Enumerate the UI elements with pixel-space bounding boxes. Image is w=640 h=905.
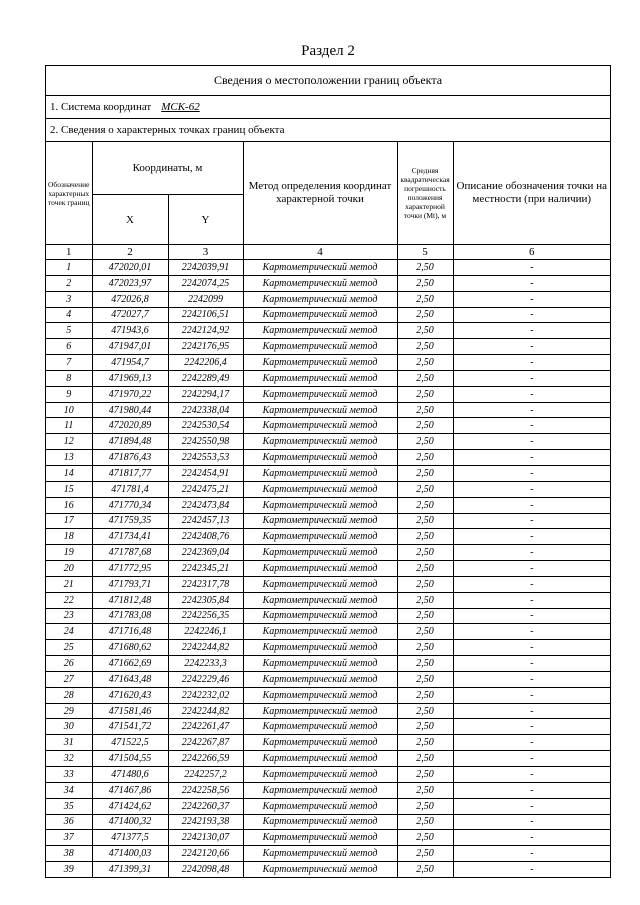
cell-point-number: 18: [46, 529, 92, 545]
cell-y: 2242098,48: [168, 862, 243, 877]
cell-x: 471377,5: [92, 830, 168, 846]
cell-point-number: 7: [46, 355, 92, 371]
cell-accuracy: 2,50: [397, 275, 453, 291]
cell-method: Картометрический метод: [243, 323, 397, 339]
cell-x: 471400,03: [92, 846, 168, 862]
cell-method: Картометрический метод: [243, 814, 397, 830]
cell-y: 2242244,82: [168, 640, 243, 656]
table-row: [46, 450, 610, 466]
cell-x: 471894,48: [92, 434, 168, 450]
cell-method: Картометрический метод: [243, 767, 397, 783]
cell-point-number: 16: [46, 497, 92, 513]
cell-y: 2242338,04: [168, 402, 243, 418]
cell-point-number: 23: [46, 608, 92, 624]
table-row: [46, 275, 610, 291]
cell-accuracy: 2,50: [397, 450, 453, 466]
cell-point-number: 14: [46, 465, 92, 481]
cell-method: Картометрический метод: [243, 545, 397, 561]
cell-accuracy: 2,50: [397, 386, 453, 402]
column-number: 4: [243, 245, 397, 260]
table-row: [46, 608, 610, 624]
cell-x: 472026,8: [92, 291, 168, 307]
cell-y: 2242120,66: [168, 846, 243, 862]
table-row: [46, 576, 610, 592]
cell-accuracy: 2,50: [397, 798, 453, 814]
cell-x: 471781,4: [92, 481, 168, 497]
cell-accuracy: 2,50: [397, 703, 453, 719]
coord-system-row: [46, 96, 610, 119]
cell-accuracy: 2,50: [397, 608, 453, 624]
cell-description: -: [453, 751, 610, 767]
cell-point-number: 2: [46, 275, 92, 291]
cell-accuracy: 2,50: [397, 735, 453, 751]
cell-method: Картометрический метод: [243, 624, 397, 640]
cell-method: Картометрический метод: [243, 307, 397, 323]
cell-y: 2242256,35: [168, 608, 243, 624]
cell-x: 471467,86: [92, 782, 168, 798]
cell-x: 471522,5: [92, 735, 168, 751]
cell-x: 472020,01: [92, 260, 168, 276]
points-table-body: [46, 260, 610, 877]
cell-x: 471400,32: [92, 814, 168, 830]
table-row: [46, 719, 610, 735]
cell-y: 2242266,59: [168, 751, 243, 767]
cell-x: 471734,41: [92, 529, 168, 545]
cell-point-number: 12: [46, 434, 92, 450]
cell-y: 2242039,91: [168, 260, 243, 276]
table-row: [46, 592, 610, 608]
cell-x: 471969,13: [92, 370, 168, 386]
cell-point-number: 13: [46, 450, 92, 466]
cell-method: Картометрический метод: [243, 260, 397, 276]
table-row: [46, 767, 610, 783]
cell-y: 2242550,98: [168, 434, 243, 450]
cell-x: 471716,48: [92, 624, 168, 640]
cell-accuracy: 2,50: [397, 862, 453, 877]
cell-accuracy: 2,50: [397, 323, 453, 339]
cell-x: 471759,35: [92, 513, 168, 529]
cell-accuracy: 2,50: [397, 592, 453, 608]
cell-point-number: 36: [46, 814, 92, 830]
column-number: 6: [453, 245, 610, 260]
cell-description: -: [453, 576, 610, 592]
points-table: [46, 142, 610, 877]
cell-method: Картометрический метод: [243, 830, 397, 846]
cell-method: Картометрический метод: [243, 735, 397, 751]
cell-description: -: [453, 386, 610, 402]
cell-x: 471581,46: [92, 703, 168, 719]
cell-point-number: 29: [46, 703, 92, 719]
cell-y: 2242553,53: [168, 450, 243, 466]
cell-point-number: 24: [46, 624, 92, 640]
cell-method: Картометрический метод: [243, 513, 397, 529]
table-row: [46, 323, 610, 339]
cell-description: -: [453, 434, 610, 450]
header-method: Метод определения координат характерной точки: [243, 142, 397, 245]
table-row: [46, 830, 610, 846]
cell-description: -: [453, 862, 610, 877]
cell-y: 2242369,04: [168, 545, 243, 561]
cell-description: -: [453, 687, 610, 703]
cell-x: 471772,95: [92, 561, 168, 577]
cell-method: Картометрический метод: [243, 846, 397, 862]
cell-y: 2242106,51: [168, 307, 243, 323]
cell-accuracy: 2,50: [397, 497, 453, 513]
cell-x: 471424,62: [92, 798, 168, 814]
table-row: [46, 703, 610, 719]
table-row: [46, 735, 610, 751]
cell-y: 2242124,92: [168, 323, 243, 339]
cell-x: 471876,43: [92, 450, 168, 466]
cell-description: -: [453, 545, 610, 561]
table-row: [46, 751, 610, 767]
header-description: Описание обозначения точки на местности (при наличии): [453, 142, 610, 245]
cell-method: Картометрический метод: [243, 275, 397, 291]
cell-description: -: [453, 513, 610, 529]
cell-accuracy: 2,50: [397, 751, 453, 767]
cell-point-number: 26: [46, 656, 92, 672]
cell-description: -: [453, 561, 610, 577]
table-row: [46, 545, 610, 561]
cell-method: Картометрический метод: [243, 450, 397, 466]
cell-accuracy: 2,50: [397, 576, 453, 592]
cell-accuracy: 2,50: [397, 814, 453, 830]
cell-x: 471793,71: [92, 576, 168, 592]
cell-description: -: [453, 830, 610, 846]
cell-x: 471504,55: [92, 751, 168, 767]
cell-y: 2242074,25: [168, 275, 243, 291]
cell-description: -: [453, 671, 610, 687]
cell-x: 471817,77: [92, 465, 168, 481]
cell-method: Картометрический метод: [243, 497, 397, 513]
column-number: 5: [397, 245, 453, 260]
cell-point-number: 33: [46, 767, 92, 783]
cell-accuracy: 2,50: [397, 830, 453, 846]
coord-system-value: МСК-62: [161, 101, 200, 113]
cell-method: Картометрический метод: [243, 592, 397, 608]
column-number: 3: [168, 245, 243, 260]
cell-description: -: [453, 339, 610, 355]
cell-x: 471643,48: [92, 671, 168, 687]
cell-point-number: 3: [46, 291, 92, 307]
cell-accuracy: 2,50: [397, 260, 453, 276]
cell-point-number: 22: [46, 592, 92, 608]
cell-y: 2242246,1: [168, 624, 243, 640]
cell-x: 471541,72: [92, 719, 168, 735]
cell-x: 471980,44: [92, 402, 168, 418]
cell-y: 2242305,84: [168, 592, 243, 608]
table-row: [46, 307, 610, 323]
cell-x: 471787,68: [92, 545, 168, 561]
column-number: 1: [46, 245, 92, 260]
cell-x: 471480,6: [92, 767, 168, 783]
cell-accuracy: 2,50: [397, 782, 453, 798]
cell-x: 471770,34: [92, 497, 168, 513]
cell-point-number: 1: [46, 260, 92, 276]
cell-x: 471399,31: [92, 862, 168, 877]
coord-system-label: 1. Система координат: [50, 101, 152, 113]
cell-description: -: [453, 450, 610, 466]
table-row: [46, 814, 610, 830]
cell-y: 2242206,4: [168, 355, 243, 371]
cell-description: -: [453, 703, 610, 719]
cell-point-number: 25: [46, 640, 92, 656]
cell-accuracy: 2,50: [397, 291, 453, 307]
cell-point-number: 6: [46, 339, 92, 355]
table-banner: Сведения о местоположении границ объекта: [46, 66, 610, 96]
cell-method: Картометрический метод: [243, 687, 397, 703]
table-row: [46, 798, 610, 814]
cell-accuracy: 2,50: [397, 624, 453, 640]
cell-method: Картометрический метод: [243, 703, 397, 719]
table-row: [46, 291, 610, 307]
cell-point-number: 31: [46, 735, 92, 751]
table-row: [46, 624, 610, 640]
cell-accuracy: 2,50: [397, 418, 453, 434]
cell-description: -: [453, 592, 610, 608]
cell-point-number: 28: [46, 687, 92, 703]
cell-description: -: [453, 465, 610, 481]
column-number: 2: [92, 245, 168, 260]
cell-y: 2242408,76: [168, 529, 243, 545]
cell-accuracy: 2,50: [397, 846, 453, 862]
cell-method: Картометрический метод: [243, 671, 397, 687]
cell-y: 2242257,2: [168, 767, 243, 783]
cell-description: -: [453, 767, 610, 783]
cell-accuracy: 2,50: [397, 656, 453, 672]
cell-description: -: [453, 529, 610, 545]
cell-accuracy: 2,50: [397, 402, 453, 418]
cell-x: 471947,01: [92, 339, 168, 355]
cell-description: -: [453, 275, 610, 291]
cell-point-number: 5: [46, 323, 92, 339]
header-point-number: Обозначение характерных точек границ: [46, 142, 92, 245]
cell-method: Картометрический метод: [243, 608, 397, 624]
cell-accuracy: 2,50: [397, 434, 453, 450]
cell-description: -: [453, 323, 610, 339]
table-row: [46, 862, 610, 877]
table-row: [46, 529, 610, 545]
cell-y: 2242289,49: [168, 370, 243, 386]
cell-description: -: [453, 260, 610, 276]
cell-description: -: [453, 355, 610, 371]
cell-method: Картометрический метод: [243, 402, 397, 418]
cell-point-number: 4: [46, 307, 92, 323]
cell-accuracy: 2,50: [397, 687, 453, 703]
cell-method: Картометрический метод: [243, 339, 397, 355]
cell-y: 2242229,46: [168, 671, 243, 687]
header-accuracy: Средняя квадратическая погрешность положения характерной точки (Mt), м: [397, 142, 453, 245]
table-row: [46, 561, 610, 577]
cell-method: Картометрический метод: [243, 798, 397, 814]
cell-description: -: [453, 846, 610, 862]
cell-point-number: 9: [46, 386, 92, 402]
cell-x: 471620,43: [92, 687, 168, 703]
cell-point-number: 35: [46, 798, 92, 814]
cell-point-number: 38: [46, 846, 92, 862]
cell-method: Картометрический метод: [243, 640, 397, 656]
cell-description: -: [453, 814, 610, 830]
cell-y: 2242261,47: [168, 719, 243, 735]
cell-accuracy: 2,50: [397, 529, 453, 545]
cell-accuracy: 2,50: [397, 671, 453, 687]
cell-y: 2242473,84: [168, 497, 243, 513]
cell-point-number: 30: [46, 719, 92, 735]
cell-accuracy: 2,50: [397, 481, 453, 497]
cell-point-number: 19: [46, 545, 92, 561]
table-row: [46, 339, 610, 355]
cell-accuracy: 2,50: [397, 513, 453, 529]
cell-method: Картометрический метод: [243, 782, 397, 798]
table-row: [46, 402, 610, 418]
table-row: [46, 640, 610, 656]
table-row: [46, 386, 610, 402]
table-row: [46, 481, 610, 497]
table-row: [46, 434, 610, 450]
cell-y: 2242193,38: [168, 814, 243, 830]
cell-point-number: 15: [46, 481, 92, 497]
cell-point-number: 27: [46, 671, 92, 687]
cell-y: 2242233,3: [168, 656, 243, 672]
cell-point-number: 39: [46, 862, 92, 877]
table-row: [46, 370, 610, 386]
cell-y: 2242457,13: [168, 513, 243, 529]
table-row: [46, 355, 610, 371]
cell-method: Картометрический метод: [243, 465, 397, 481]
table-row: [46, 671, 610, 687]
header-coordinates: Координаты, м: [92, 142, 243, 195]
cell-point-number: 10: [46, 402, 92, 418]
cell-x: 471970,22: [92, 386, 168, 402]
cell-method: Картометрический метод: [243, 656, 397, 672]
cell-method: Картометрический метод: [243, 719, 397, 735]
table-row: [46, 846, 610, 862]
table-row: [46, 656, 610, 672]
cell-description: -: [453, 291, 610, 307]
cell-description: -: [453, 656, 610, 672]
cell-x: 471954,7: [92, 355, 168, 371]
column-number-row: [46, 245, 610, 260]
cell-method: Картометрический метод: [243, 576, 397, 592]
cell-y: 2242258,56: [168, 782, 243, 798]
cell-method: Картометрический метод: [243, 355, 397, 371]
cell-method: Картометрический метод: [243, 386, 397, 402]
cell-y: 2242454,91: [168, 465, 243, 481]
cell-point-number: 11: [46, 418, 92, 434]
cell-y: 2242244,82: [168, 703, 243, 719]
cell-description: -: [453, 624, 610, 640]
cell-point-number: 8: [46, 370, 92, 386]
table-row: [46, 418, 610, 434]
cell-x: 471783,08: [92, 608, 168, 624]
header-x: X: [92, 195, 168, 245]
cell-method: Картометрический метод: [243, 291, 397, 307]
cell-description: -: [453, 418, 610, 434]
cell-y: 2242267,87: [168, 735, 243, 751]
cell-point-number: 21: [46, 576, 92, 592]
cell-description: -: [453, 782, 610, 798]
cell-description: -: [453, 307, 610, 323]
cell-x: 471812,48: [92, 592, 168, 608]
cell-x: 471943,6: [92, 323, 168, 339]
cell-x: 472023,97: [92, 275, 168, 291]
cell-method: Картометрический метод: [243, 529, 397, 545]
cell-description: -: [453, 608, 610, 624]
cell-description: -: [453, 735, 610, 751]
cell-x: 472020,89: [92, 418, 168, 434]
cell-description: -: [453, 402, 610, 418]
cell-y: 2242475,21: [168, 481, 243, 497]
boundary-table-frame: [45, 65, 611, 878]
cell-description: -: [453, 719, 610, 735]
cell-description: -: [453, 481, 610, 497]
header-y: Y: [168, 195, 243, 245]
cell-accuracy: 2,50: [397, 465, 453, 481]
section-title: Раздел 2: [301, 43, 355, 59]
cell-x: 471680,62: [92, 640, 168, 656]
cell-accuracy: 2,50: [397, 767, 453, 783]
table-row: [46, 465, 610, 481]
cell-y: 2242294,17: [168, 386, 243, 402]
cell-point-number: 20: [46, 561, 92, 577]
cell-description: -: [453, 798, 610, 814]
cell-description: -: [453, 370, 610, 386]
cell-point-number: 17: [46, 513, 92, 529]
cell-y: 2242260,37: [168, 798, 243, 814]
cell-accuracy: 2,50: [397, 355, 453, 371]
cell-y: 2242176,95: [168, 339, 243, 355]
cell-method: Картометрический метод: [243, 862, 397, 877]
cell-method: Картометрический метод: [243, 434, 397, 450]
cell-accuracy: 2,50: [397, 307, 453, 323]
cell-method: Картометрический метод: [243, 751, 397, 767]
cell-y: 2242317,78: [168, 576, 243, 592]
table-row: [46, 497, 610, 513]
table-row: [46, 687, 610, 703]
cell-x: 472027,7: [92, 307, 168, 323]
cell-y: 2242099: [168, 291, 243, 307]
cell-y: 2242232,02: [168, 687, 243, 703]
cell-method: Картометрический метод: [243, 561, 397, 577]
points-caption: 2. Сведения о характерных точках границ объекта: [46, 119, 610, 142]
cell-x: 471662,69: [92, 656, 168, 672]
cell-y: 2242530,54: [168, 418, 243, 434]
cell-method: Картометрический метод: [243, 481, 397, 497]
cell-method: Картометрический метод: [243, 370, 397, 386]
cell-accuracy: 2,50: [397, 561, 453, 577]
cell-point-number: 32: [46, 751, 92, 767]
cell-accuracy: 2,50: [397, 640, 453, 656]
cell-description: -: [453, 497, 610, 513]
cell-accuracy: 2,50: [397, 339, 453, 355]
table-row: [46, 513, 610, 529]
table-row: [46, 782, 610, 798]
cell-point-number: 37: [46, 830, 92, 846]
cell-accuracy: 2,50: [397, 719, 453, 735]
cell-accuracy: 2,50: [397, 545, 453, 561]
table-row: [46, 260, 610, 276]
cell-y: 2242130,07: [168, 830, 243, 846]
cell-description: -: [453, 640, 610, 656]
cell-method: Картометрический метод: [243, 418, 397, 434]
cell-accuracy: 2,50: [397, 370, 453, 386]
cell-point-number: 34: [46, 782, 92, 798]
cell-y: 2242345,21: [168, 561, 243, 577]
